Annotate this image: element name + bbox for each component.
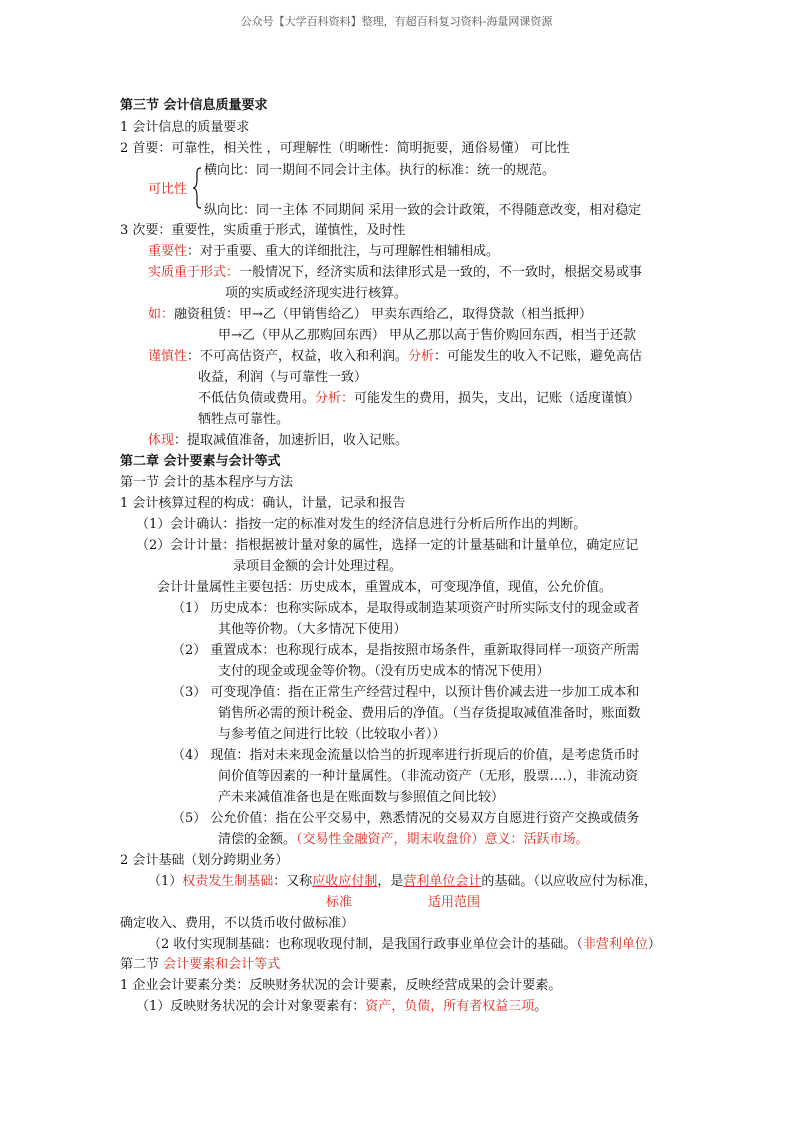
text-span: ） (647, 937, 661, 952)
section-heading: 第一节 会计的基本程序与方法 (120, 475, 294, 490)
example-label: 如： (148, 307, 175, 322)
text-line: 其他等价物。（大多情况下使用） (218, 622, 407, 637)
text-line: 收益，利润（与可靠性一致） (198, 370, 368, 385)
list-item: （4） 现值：指对未来现金流量以恰当的折现率进行折现后的价值，是考虑货币时 (172, 748, 640, 763)
text-span: 。 (534, 999, 548, 1014)
term-substance-over-form: 实质重于形式： (148, 265, 240, 280)
text-line: 支付的现金或现金等价物。（没有历史成本的情况下使用） (218, 664, 550, 679)
text-span: 融资租赁：甲→乙（甲销售给乙） 甲卖东西给乙，取得贷款（相当抵押） (174, 307, 593, 322)
highlight-elements: 资产，负债，所有者权益三项 (365, 999, 535, 1014)
text-line (148, 348, 642, 366)
text-line: 与参考值之间进行比较（比较取小者）） (218, 727, 446, 742)
page-header: 公众号【大学百科资料】整理，有超百科复习资料-海量网课资源 (240, 15, 553, 28)
text-line (148, 243, 499, 261)
text-span: ：对于重要、重大的详细批注，与可理解性相辅相成。 (187, 244, 500, 259)
text-line: 2 会计基础（划分跨期业务） (120, 853, 289, 868)
text-span: 不低估负债或费用。 (198, 391, 316, 406)
section-title-highlight: 会计要素和会计等式 (163, 957, 281, 972)
list-item: （3） 可变现净值：指在正常生产经营过程中，以预计售价减去进一步加工成本和 (172, 685, 640, 700)
text-span: （2 收付实现制基础：也称现收现付制，是我国行政事业单位会计的基础。（ (148, 937, 583, 952)
text-line: 纵向比：同一主体 不同期间 采用一致的会计政策，不得随意改变，相对稳定 (204, 203, 642, 218)
text-line: 甲→乙（甲从乙那购回东西） 甲从乙那以高于售价购回东西，相当于还款 (218, 328, 637, 343)
term-profit-entity: 营利单位会计 (403, 874, 482, 889)
text-span: ，是 (377, 874, 404, 889)
section-heading (120, 956, 280, 974)
annotation-scope: 适用范围 (428, 895, 481, 910)
term-materiality: 重要性 (148, 244, 188, 259)
text-line: 1 会计核算过程的构成：确认，计量，记录和报告 (120, 496, 406, 511)
text-span: 清偿的金额。 (218, 832, 297, 847)
section-heading: 第三节 会计信息质量要求 (120, 98, 268, 113)
text-span: 一般情况下，经济实质和法律形式是一致的，不一致时，根据交易或事 (239, 265, 643, 280)
text-line: 产未来减值准备也是在账面数与参照值之间比较） (218, 790, 505, 805)
text-span: ：又称 (273, 874, 313, 889)
analysis-label: 分析： (315, 391, 355, 406)
text-line: 牺牲点可靠性。 (198, 412, 290, 427)
text-line (148, 264, 642, 282)
text-span: （1）反映财务状况的会计对象要素有： (136, 999, 366, 1014)
comparability-label: 可比性 (148, 182, 188, 197)
term-accrual-basis: 权责发生制基础 (182, 874, 274, 889)
text-line: 间价值等因素的一种计量属性。（非流动资产（无形，股票….），非流动资 (218, 769, 639, 784)
term-prudence: 谨慎性 (148, 349, 188, 364)
text-line (148, 306, 592, 324)
text-span: ：可能发生的收入不记账，避免高估 (434, 349, 643, 364)
text-line (148, 873, 657, 891)
analysis-label: 分析 (408, 349, 435, 364)
list-item: （5） 公允价值：指在公平交易中，熟悉情况的交易双方自愿进行资产交换或债务 (172, 811, 640, 826)
text-span: 可能发生的费用，损失，支出，记账（适度谨慎） (354, 391, 641, 406)
text-line: 销售所必需的预计税金、费用后的净值。（当存货提取减值准备时，账面数 (218, 706, 641, 721)
term-manifestation: 体现 (148, 433, 175, 448)
text-line (198, 390, 640, 408)
text-line: 1 会计信息的质量要求 (120, 120, 250, 135)
text-span: 第二节 (120, 957, 164, 972)
text-line: 1 企业会计要素分类：反映财务状况的会计要素，反映经营成果的会计要素。 (120, 978, 562, 993)
list-item: （2） 重置成本：也称现行成本，是指按照市场条件，重新取得同样一项资产所需 (172, 643, 640, 658)
text-line: 会计计量属性主要包括：历史成本，重置成本，可变现净值，现值，公允价值。 (157, 580, 613, 595)
text-line: 确定收入、费用，不以货币收付做标准） (120, 916, 355, 931)
text-line (136, 998, 547, 1016)
highlight-note: （交易性金融资产，期末收盘价）意义：活跃市场。 (296, 832, 589, 847)
text-span: ：不可高估资产，权益，收入和利润。 (187, 349, 409, 364)
text-line (148, 936, 661, 954)
text-span: （1） (148, 874, 183, 889)
text-line: 3 次要：重要性，实质重于形式，谨慎性，及时性 (120, 223, 406, 238)
list-item: （1） 历史成本：也称实际成本，是取得或制造某项资产时所实际支付的现金或者 (172, 601, 640, 616)
text-line (148, 432, 408, 450)
text-span: ：提取减值准备，加速折旧，收入记账。 (174, 433, 409, 448)
text-line (218, 831, 589, 849)
text-line: 2 首要：可靠性，相关性 ，可理解性（明晰性：简明扼要，通俗易懂） 可比性 (120, 141, 570, 156)
text-span: 的基础。（以应收应付为标准， (481, 874, 657, 889)
text-line: 横向比：同一期间不同会计主体。执行的标准：统一的规范。 (204, 163, 556, 178)
brace-icon (192, 167, 202, 209)
text-line: （2）会计计量：指根据被计量对象的属性，选择一定的计量基础和计量单位，确定应记 (136, 538, 639, 553)
text-line: 录项目金额的会计处理过程。 (233, 559, 403, 574)
text-line: （1）会计确认：指按一定的标准对发生的经济信息进行分析后所作出的判断。 (136, 517, 587, 532)
annotation-standard: 标准 (326, 895, 353, 910)
term-nonprofit: 非营利单位 (582, 937, 648, 952)
text-line: 项的实质或经济现实进行核算。 (225, 286, 408, 301)
chapter-heading: 第二章 会计要素与会计等式 (120, 454, 281, 469)
term-receivable-payable: 应收应付制 (312, 874, 378, 889)
